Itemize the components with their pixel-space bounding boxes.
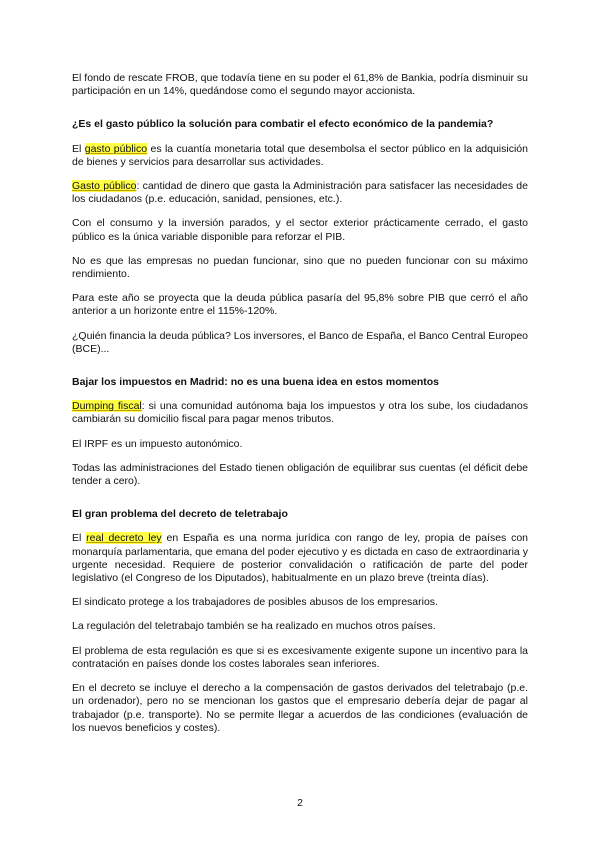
text-prefix: El: [72, 142, 85, 155]
text-suffix: : cantidad de dinero que gasta la Administración para satisfacer las necesidades de los ciudadanos (p.e. educación, sanidad, pensiones, etc.).: [72, 180, 528, 206]
highlight-real-decreto-ley[interactable]: real decreto ley: [86, 532, 162, 545]
paragraph-deuda: Para este año se proyecta que la deuda pública pasaría del 95,8% sobre PIB que cerró el año anterior a un horizonte entre el 115%-120%.: [72, 292, 528, 318]
page-number: 2: [297, 797, 303, 809]
text-suffix: en España es una norma jurídica con rango de ley, propia de países con monarquía parlamentaria, que emana del poder ejecutivo y es dictada en caso de extraordinaria y urgente necesidad. Requiere de posterior convalidación o ratificación de parte del poder legislativo (el Congreso de los Diputados), habitualmente en un plazo breve (treinta días).: [72, 532, 529, 585]
paragraph-gasto-term: [72, 180, 528, 206]
paragraph-dumping: [72, 400, 528, 426]
paragraph-irpf: El IRPF es un impuesto autonómico.: [72, 437, 243, 450]
paragraph-consumo: Con el consumo y la inversión parados, y el sector exterior prácticamente cerrado, el gasto público es la única variable disponible para reforzar el PIB.: [72, 217, 528, 243]
paragraph-financia: ¿Quién financia la deuda pública? Los inversores, el Banco de España, el Banco Central Europeo (BCE)...: [72, 329, 528, 355]
paragraph-frob: El fondo de rescate FROB, que todavía tiene en su poder el 61,8% de Bankia, podría disminuir su participación en un 14%, quedándose como el segundo mayor accionista.: [72, 72, 528, 98]
highlight-gasto-publico[interactable]: gasto público: [84, 142, 148, 155]
text-suffix: es la cuantía monetaria total que desembolsa el sector público en la adquisición de bienes y servicios para desarrollar sus actividades.: [72, 142, 528, 168]
highlight-dumping-fiscal[interactable]: Dumping fiscal: [72, 400, 142, 413]
highlight-gasto-publico-term[interactable]: Gasto público: [72, 180, 137, 193]
paragraph-decreto-gastos: En el decreto se incluye el derecho a la compensación de gastos derivados del teletrabajo (p.e. un ordenador), pero no se mencionan los gastos que el empresario debería dejar de pagar al trabajador (p.e. transporte). No se permite llegar a acuerdos de las condiciones (evaluación de los nuevos beneficios y costes).: [72, 682, 528, 734]
paragraph-gasto-definition: [72, 143, 528, 169]
heading-teletrabajo: El gran problema del decreto de teletrabajo: [72, 508, 288, 521]
paragraph-real-decreto: [72, 532, 528, 585]
text-prefix: El: [72, 532, 87, 545]
heading-gasto-publico: ¿Es el gasto público la solución para combatir el efecto económico de la pandemia?: [72, 118, 494, 131]
heading-impuestos-madrid: Bajar los impuestos en Madrid: no es una buena idea en estos momentos: [72, 376, 439, 389]
text-suffix: : si una comunidad autónoma baja los impuestos y otra los sube, los ciudadanos cambiarán su domicilio fiscal para pagar menos tributos.: [72, 400, 528, 426]
paragraph-administraciones: Todas las administraciones del Estado tienen obligación de equilibrar sus cuentas (el déficit debe tender a cero).: [72, 461, 528, 488]
paragraph-empresas: No es que las empresas no puedan funcionar, sino que no pueden funcionar con su máximo rendimiento.: [72, 254, 528, 281]
paragraph-problema: El problema de esta regulación es que si es excesivamente exigente supone un incentivo para la contratación en países donde los costes laborales sean inferiores.: [72, 644, 528, 670]
paragraph-sindicato: El sindicato protege a los trabajadores de posibles abusos de los empresarios.: [72, 596, 438, 609]
paragraph-regulacion: La regulación del teletrabajo también se ha realizado en muchos otros países.: [72, 620, 436, 633]
